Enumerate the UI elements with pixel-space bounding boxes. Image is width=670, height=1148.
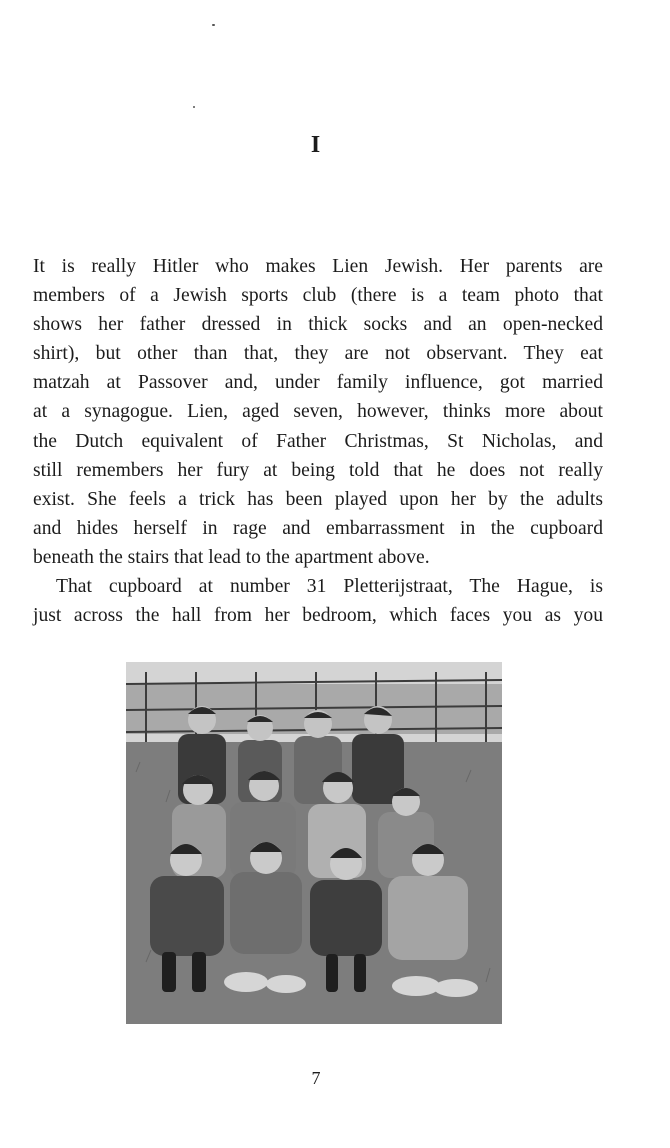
- text-line: just across the hall from her bedroom, which faces you as you: [33, 605, 603, 627]
- text-line: shirt), but other than that, they are not observant. They eat: [33, 343, 603, 365]
- text-line: That cupboard at number 31 Pletterijstraat, The Hague, is: [56, 576, 603, 598]
- text-line: and hides herself in rage and embarrassment in the cupboard: [33, 517, 603, 539]
- text-line: at a synagogue. Lien, aged seven, however, thinks more about: [33, 401, 603, 423]
- page-number: 7: [311, 1068, 321, 1088]
- body-text: [33, 252, 603, 630]
- text-line: beneath the stairs that lead to the apartment above.: [33, 546, 430, 568]
- text-line: It is really Hitler who makes Lien Jewish. Her parents are: [33, 256, 603, 277]
- text-line: matzah at Passover and, under family influence, got married: [33, 372, 603, 394]
- team-photo: [126, 662, 502, 1024]
- chapter-number: I: [310, 132, 322, 158]
- text-line: shows her father dressed in thick socks and an open-necked: [33, 314, 603, 336]
- text-line: members of a Jewish sports club (there is a team photo that: [33, 285, 603, 307]
- text-line: the Dutch equivalent of Father Christmas, St Nicholas, and: [33, 430, 603, 452]
- ink-speck: [212, 24, 215, 26]
- text-line: exist. She feels a trick has been played upon her by the adults: [33, 488, 603, 510]
- team-photo-illustration: [126, 662, 502, 1024]
- text-line: still remembers her fury at being told that he does not really: [33, 459, 603, 481]
- ink-speck: [193, 106, 195, 108]
